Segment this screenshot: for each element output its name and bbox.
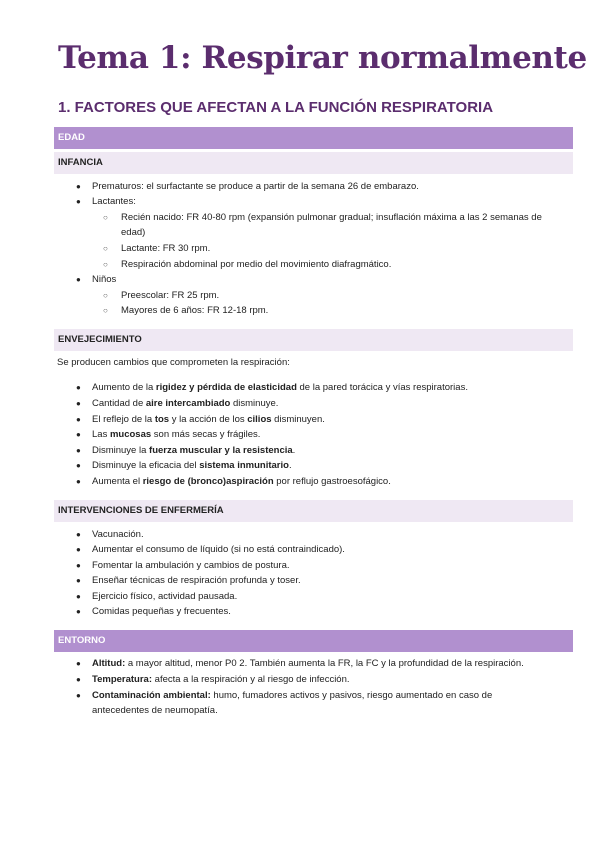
list-item: Ejercicio físico, actividad pausada. (92, 591, 238, 602)
bullet-icon: ● (76, 182, 81, 191)
list-item: Recién nacido: FR 40-80 rpm (expansión pulmonar gradual; insuflación máxima a las 2 semanas de (121, 212, 542, 223)
section-bar-entorno: ENTORNO (54, 630, 573, 652)
list-item: Preescolar: FR 25 rpm. (121, 290, 220, 301)
sub-bullet-icon: ○ (103, 213, 108, 222)
list-item: Temperatura: afecta a la respiración y al riesgo de infección. (92, 674, 350, 685)
bullet-icon: ● (76, 561, 81, 570)
subsection-bar-envejecimiento: ENVEJECIMIENTO (54, 329, 573, 351)
sub-bullet-icon: ○ (103, 291, 108, 300)
bullet-icon: ● (76, 383, 81, 392)
list-item-continuation: antecedentes de neumopatía. (92, 705, 218, 716)
sub-bullet-icon: ○ (103, 260, 108, 269)
list-item: Las mucosas son más secas y frágiles. (92, 429, 261, 440)
list-item: Altitud: a mayor altitud, menor P0 2. También aumenta la FR, la FC y la profundidad de la respiración. (92, 658, 524, 669)
list-item: Contaminación ambiental: humo, fumadores activos y pasivos, riesgo aumentado en caso de (92, 690, 493, 701)
list-item: Enseñar técnicas de respiración profunda y toser. (92, 575, 301, 586)
bullet-icon: ● (76, 545, 81, 554)
bullet-icon: ● (76, 607, 81, 616)
list-item: Mayores de 6 años: FR 12-18 rpm. (121, 305, 269, 316)
subsection-bar-infancia: INFANCIA (54, 152, 573, 174)
bullet-icon: ● (76, 576, 81, 585)
list-item: Cantidad de aire intercambiado disminuye. (92, 398, 279, 409)
bullet-icon: ● (76, 477, 81, 486)
bullet-icon: ● (76, 446, 81, 455)
list-item: Niños (92, 274, 117, 285)
list-item: Comidas pequeñas y frecuentes. (92, 606, 231, 617)
section-bar-edad: EDAD (54, 127, 573, 149)
bullet-icon: ● (76, 399, 81, 408)
section-heading: 1. FACTORES QUE AFECTAN A LA FUNCIÓN RESPIRATORIA (58, 99, 494, 116)
list-item: Aumentar el consumo de líquido (si no está contraindicado). (92, 544, 345, 555)
bullet-icon: ● (76, 461, 81, 470)
list-item: Lactantes: (92, 196, 136, 207)
bullet-icon: ● (76, 592, 81, 601)
bullet-icon: ● (76, 675, 81, 684)
list-item: Vacunación. (92, 529, 144, 540)
bullet-icon: ● (76, 430, 81, 439)
bullet-icon: ● (76, 659, 81, 668)
list-item: Disminuye la eficacia del sistema inmunitario. (92, 460, 292, 471)
list-item: Lactante: FR 30 rpm. (121, 243, 211, 254)
list-item: Disminuye la fuerza muscular y la resistencia. (92, 445, 296, 456)
list-item: Aumenta el riesgo de (bronco)aspiración por reflujo gastroesofágico. (92, 476, 391, 487)
bullet-icon: ● (76, 275, 81, 284)
bullet-icon: ● (76, 691, 81, 700)
list-item: Aumento de la rigidez y pérdida de elasticidad de la pared torácica y vías respiratorias. (92, 382, 468, 393)
paragraph: Se producen cambios que comprometen la respiración: (57, 357, 290, 368)
bullet-icon: ● (76, 197, 81, 206)
bullet-icon: ● (76, 415, 81, 424)
list-item: Prematuros: el surfactante se produce a partir de la semana 26 de embarazo. (92, 181, 419, 192)
bullet-icon: ● (76, 530, 81, 539)
list-item: Respiración abdominal por medio del movimiento diafragmático. (121, 259, 392, 270)
list-item: El reflejo de la tos y la acción de los cilios disminuyen. (92, 414, 325, 425)
list-item-continuation: edad) (121, 227, 146, 238)
list-item: Fomentar la ambulación y cambios de postura. (92, 560, 290, 571)
subsection-bar-intervenciones: INTERVENCIONES DE ENFERMERÍA (54, 500, 573, 522)
sub-bullet-icon: ○ (103, 306, 108, 315)
page-title: Tema 1: Respirar normalmente (58, 40, 587, 76)
sub-bullet-icon: ○ (103, 244, 108, 253)
